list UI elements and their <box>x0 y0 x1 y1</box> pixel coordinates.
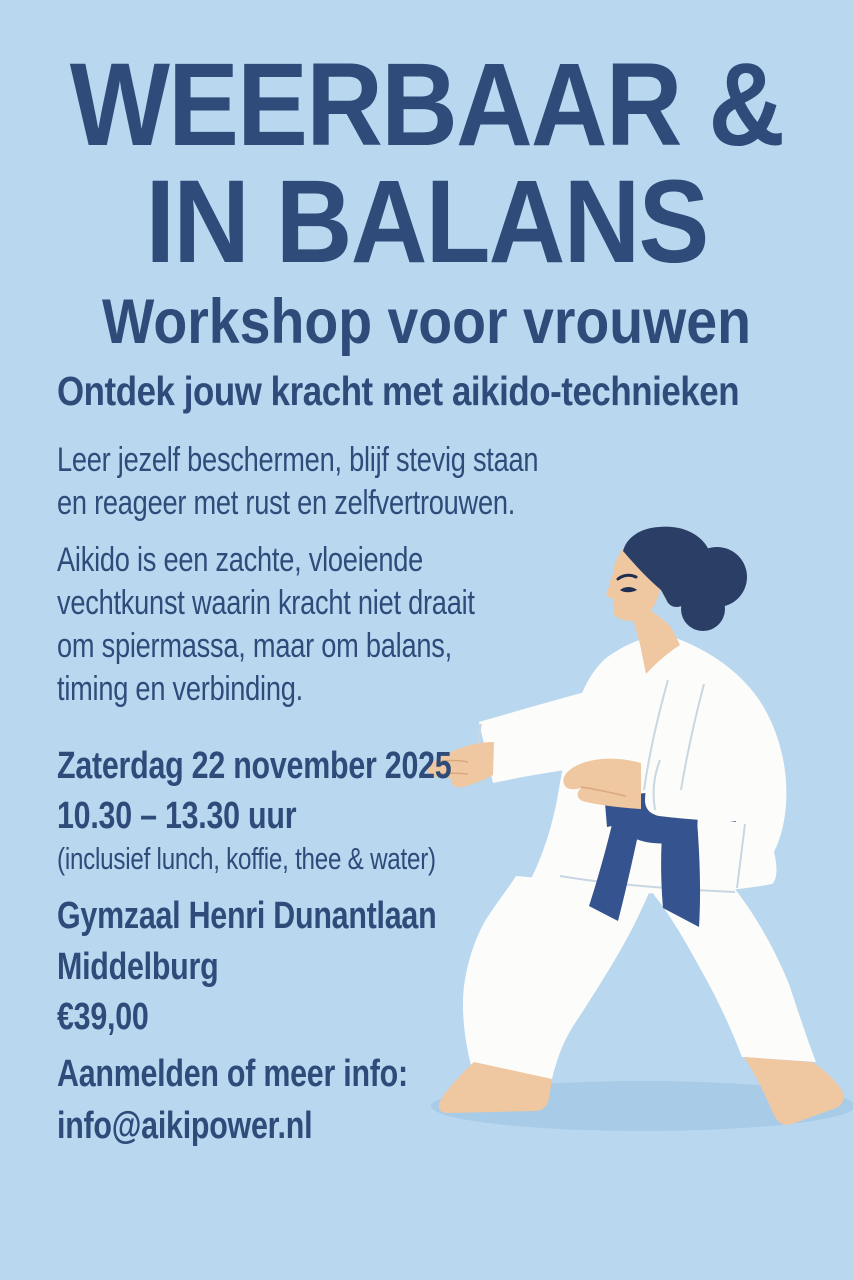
intro-line: Leer jezelf beschermen, blijf stevig staan <box>57 441 539 479</box>
event-time: 10.30 – 13.30 uur <box>57 795 297 837</box>
near-arm-sleeve <box>645 747 779 821</box>
title-line-2: IN BALANS <box>145 156 708 288</box>
front-trouser-leg <box>463 876 651 1079</box>
description-line: om spiermassa, maar om balans, <box>57 627 452 665</box>
subtitle: Workshop voor vrouwen <box>102 287 751 357</box>
venue-city: Middelburg <box>57 946 219 988</box>
title-line-1: WEERBAAR & <box>69 39 784 171</box>
contact-label: Aanmelden of meer info: <box>57 1053 408 1095</box>
page-title <box>43 39 811 288</box>
tagline: Ontdek jouw kracht met aikido-technieken <box>57 368 740 414</box>
description-line: Aikido is een zachte, vloeiende <box>57 541 424 579</box>
intro-line: en reageer met rust en zelfvertrouwen. <box>57 484 516 522</box>
event-date: Zaterdag 22 november 2025 <box>57 745 452 787</box>
description-line: timing en verbinding. <box>57 670 303 708</box>
price: €39,00 <box>57 996 149 1038</box>
venue-name: Gymzaal Henri Dunantlaan <box>57 895 437 937</box>
description-line: vechtkunst waarin kracht niet draait <box>57 584 475 622</box>
hair-bun-lobe <box>681 587 725 631</box>
contact-email: info@aikipower.nl <box>57 1105 313 1147</box>
event-includes: (inclusief lunch, koffie, thee & water) <box>57 841 436 876</box>
aikido-woman-illustration <box>410 505 853 1145</box>
